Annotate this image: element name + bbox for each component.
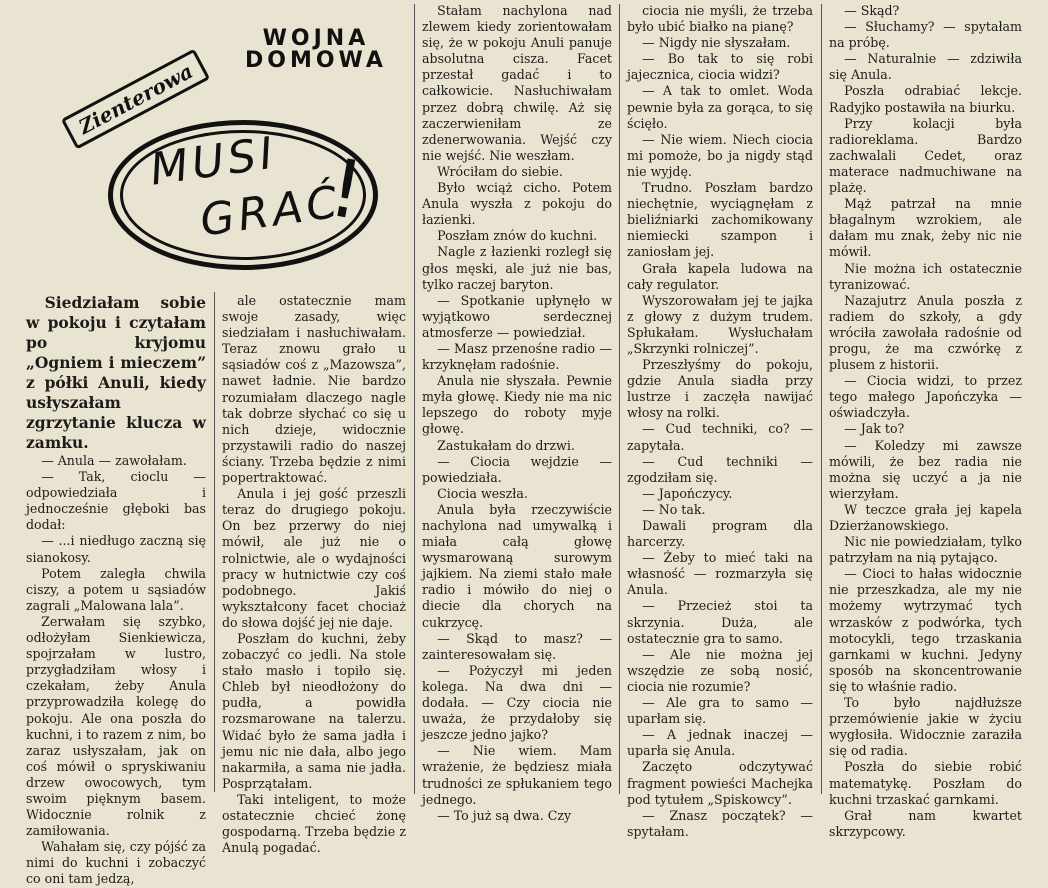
paragraph: — Skąd? (844, 3, 900, 18)
paragraph: Grała kapela ludowa na cały regulator. (627, 260, 813, 292)
column-rule (821, 4, 822, 794)
paragraph: Poszłam znów do kuchni. (437, 228, 598, 244)
lead-paragraph: Siedziałam sobie w pokoju i czytałam po kryjomu „Ogniem i mieczem” z półki Anuli, kiedy usłyszałam zgrzytanie klucza w zamku. (26, 293, 206, 452)
paragraph: Taki inteligent, to może ostatecznie chcieć żonę gospodarną. Trzeba będzie z Anulą pogadać. (222, 791, 406, 856)
paragraph: Wyszorowałam jej te jajka z głowy z dużym trudem. Spłukałam. Wysłuchałam „Skrzynki rolniczej”. (627, 292, 813, 356)
paragraph: Poszła do siebie robić matematykę. Poszłam do kuchni trzaskać garnkami. (829, 759, 1022, 807)
paragraph: Trudno. Poszłam bardzo niechętnie, wyciągnęłam z bieliźniarki zachomikowany niemiecki szampon i zaniosłam jej. (627, 180, 813, 260)
paragraph: — Nigdy nie słyszałam. (642, 35, 791, 51)
section-title-line2: DOMOWA (245, 48, 387, 73)
paragraph: — Cioci to hałas widocznie nie przeszkadza, ale my nie możemy wytrzymać tych wrzasków z podwórka, tych motocykli, tego trzaskania garnkami w kuchni. Jedyny sposób na skoncentrowanie się to właśnie radio. (829, 566, 1022, 694)
paragraph: — No tak. (642, 501, 706, 517)
paragraph: Dawali program dla harcerzy. (627, 518, 813, 550)
column-5 (823, 0, 1028, 839)
column-rule (619, 4, 620, 794)
paragraph: — A tak to omlet. Woda pewnie była za gorąca, to się ścięło. (627, 83, 813, 131)
paragraph: Grał nam kwartet skrzypcowy. (829, 807, 1022, 839)
paragraph: — Nie wiem. Mam wrażenie, że będziesz miała trudności ze spłukaniem tego jednego. (422, 743, 612, 807)
article-header (30, 10, 415, 285)
paragraph: — Tak, cioclu — odpowiedziała i jednocześnie głęboki bas dodał: (26, 469, 206, 533)
paragraph: — Słuchamy? — spytałam na próbę. (829, 19, 1022, 51)
paragraph: Zerwałam się szybko, odłożyłam Sienkiewicza, spojrzałam w lustro, przygładziłam włosy i czekałam, żeby Anula przyprowadziła kolegę do pokoju. Ale ona poszła do kuchni, i to razem z nim, bo zaraz usłyszałam, jak on coś mówił o spryskiwaniu drzew owocowych, tym swoim pięknym basem. Widocznie rolnik z zamiłowania. (26, 613, 206, 839)
column-3 (416, 0, 618, 823)
paragraph: Przy kolacji była radioreklama. Bardzo zachwalali Cedet, oraz materace nadmuchiwane na plażę. (829, 115, 1022, 196)
paragraph: — Ciocia widzi, to przez tego małego Japończyka — oświadczyła. (829, 373, 1022, 421)
paragraph: To było najdłuższe przemówienie jakie w życiu wygłosiła. Widocznie zaraziła się od radia. (829, 695, 1022, 759)
paragraph: — ...i niedługo zaczną się sianokosy. (26, 533, 206, 565)
headline-word-1: MUSI (146, 127, 280, 196)
paragraph: Było wciąż cicho. Potem Anula wyszła z pokoju do łazienki. (422, 180, 612, 228)
section-title-line1: WOJNA (262, 26, 370, 51)
paragraph: — Żeby to mieć taki na własność — rozmarzyła się Anula. (627, 550, 813, 598)
paragraph: — Japończycy. (642, 485, 733, 501)
paragraph: Nazajutrz Anula poszła z radiem do szkoły, a gdy wróciła zawołała radośnie od progu, że ma czwórkę z plusem z historii. (829, 292, 1022, 373)
column-rule (414, 4, 415, 794)
paragraph: — Ale gra to samo — uparłam się. (627, 695, 813, 727)
section-title (245, 28, 387, 72)
paragraph: ciocia nie myśli, że trzeba było ubić białko na pianę? (627, 3, 813, 35)
paragraph: Poszłam do kuchni, żeby zobaczyć co jedli. Na stole stało masło i topiło się. Chleb był nieodłożony do pudła, a powidła rozsmarowane na talerzu. Widać było że sama jadła i jemu nic nie dała, albo jego nakarmiła, a sama nie jadła. Posprzątałam. (222, 630, 406, 791)
paragraph: Wahałam się, czy pójść za nimi do kuchni i zobaczyć co oni tam jedzą, (26, 839, 206, 887)
paragraph: — Skąd to masz? — zainteresowałam się. (422, 630, 612, 662)
paragraph: Nie można ich ostatecznie tyranizować. (829, 260, 1022, 292)
paragraph: Zastukałam do drzwi. (437, 437, 575, 453)
paragraph: — Ciocia wejdzie — powiedziała. (422, 453, 612, 485)
paragraph: Anula była rzeczywiście nachylona nad umywalką i miała całą głowę wysmarowaną surowym jajkiem. Na ziemi stało małe radio i mówiło do niej o diecie dla chorych na cukrzycę. (422, 501, 612, 630)
paragraph: — Naturalnie — zdziwiła się Anula. (829, 51, 1022, 83)
paragraph: — Cud techniki — zgodziłam się. (627, 453, 813, 485)
paragraph: Anula nie słyszała. Pewnie myła głowę. Kiedy nie ma nic lepszego do roboty myje głowę. (422, 373, 612, 437)
paragraph: Potem zaległa chwila ciszy, a potem u sąsiadów zagrali „Malowana lala”. (26, 565, 206, 613)
paragraph: — Pożyczył mi jeden kolega. Na dwa dni — dodała. — Czy ciocia nie uważa, że przydałoby się jeszcze jedno jajko? (422, 662, 612, 743)
paragraph: — Ale nie można jej wszędzie ze sobą nosić, ciocia nie rozumie? (627, 646, 813, 694)
column-4 (621, 0, 819, 839)
paragraph: Przeszłyśmy do pokoju, gdzie Anula siadła przy lustrze i zaczęła nawijać włosy na rolki. (627, 357, 813, 421)
paragraph: — Bo tak to się robi jajecznica, ciocia widzi? (627, 51, 813, 83)
paragraph: — To już są dwa. Czy (437, 807, 572, 823)
paragraph: Zaczęto odczytywać fragment powieści Machejka pod tytułem „Spiskowcy”. (627, 759, 813, 807)
headline-exclamation: ! (322, 140, 370, 239)
author-badge: Zienterowa (61, 48, 211, 149)
paragraph: Wróciłam do siebie. (437, 163, 563, 179)
paragraph: — Anula — zawołałam. (41, 453, 187, 468)
column-2 (216, 290, 412, 856)
paragraph: Nic nie powiedziałam, tylko patrzyłam na nią pytająco. (829, 534, 1022, 566)
paragraph: — Spotkanie upłynęło w wyjątkowo serdecznej atmosferze — powiedział. (422, 292, 612, 340)
paragraph: — Koledzy mi zawsze mówili, że bez radia nie można się uczyć a ja nie wierzyłam. (829, 437, 1022, 501)
paragraph: — Nie wiem. Niech ciocia mi pomoże, bo ja nigdy stąd nie wyjdę. (627, 131, 813, 179)
paragraph: ale ostatecznie mam swoje zasady, więc siedziałam i nasłuchiwałam. Teraz znowu grało u sąsiadów coś z „Mazowsza”, nawet ładnie. Nie bardzo rozumiałam dlaczego nagle tak dobrze słychać co się u nich dzieje, widocznie przystawili radio do naszej ściany. Trzeba będzie z nimi popertraktować. (222, 293, 406, 486)
paragraph: — Cud techniki, co? — zapytała. (627, 421, 813, 453)
column-1 (20, 290, 212, 887)
paragraph: W teczce grała jej kapela Dzierżanowskiego. (829, 501, 1022, 533)
headline-word-2: GRAĆ (197, 176, 345, 247)
paragraph: Ciocia weszła. (437, 485, 528, 501)
paragraph: Nagle z łazienki rozległ się głos męski, ale już nie bas, tylko raczej baryton. (422, 244, 612, 292)
paragraph: — Przecież stoi ta skrzynia. Duża, ale ostatecznie gra to samo. (627, 598, 813, 646)
paragraph: Stałam nachylona nad zlewem kiedy zorientowałam się, że w pokoju Anuli panuje absolutna cisza. Facet przestał gadać i to całkowicie. Nasłuchiwałam przez dobrą chwilę. Aż się zaczerwieniłam ze zdenerwowania. Wejść czy nie wejść. Nie weszłam. (422, 3, 612, 163)
paragraph: — Jak to? (844, 421, 905, 437)
paragraph: — Znasz początek? — spytałam. (627, 807, 813, 839)
paragraph: — Masz przenośne radio — krzyknęłam radośnie. (422, 340, 612, 373)
paragraph: Mąż patrzał na mnie błagalnym wzrokiem, ale dałam mu znak, żeby nic nie mówił. (829, 196, 1022, 260)
paragraph: — A jednak inaczej — uparła się Anula. (627, 727, 813, 759)
column-rule (214, 292, 215, 792)
paragraph: Poszła odrabiać lekcje. Radyjko postawiła na biurku. (829, 83, 1022, 115)
paragraph: Anula i jej gość przeszli teraz do drugiego pokoju. On bez przerwy do niej mówił, ale już nie o rolnictwie, ale o wydajności pracy w hutnictwie czy coś podobnego. Jakiś wykształcony facet chociaż do słowa dojść jej nie daje. (222, 486, 406, 630)
